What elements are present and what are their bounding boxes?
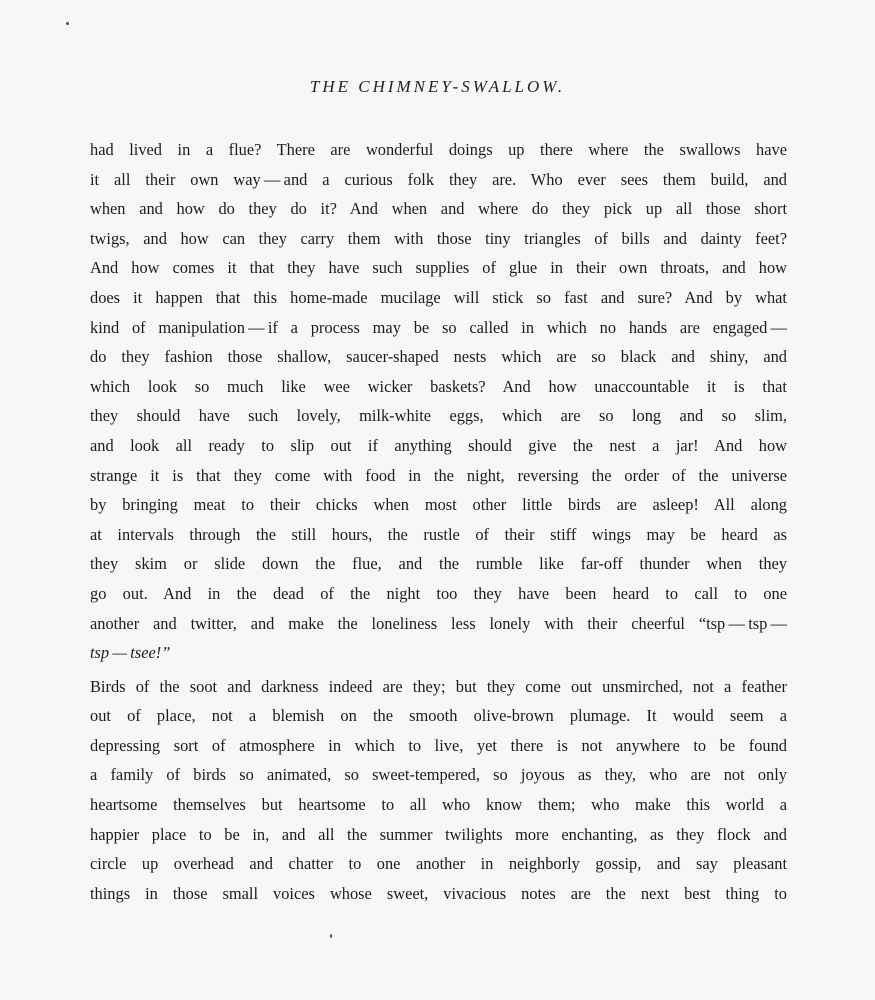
text-line: circle up overhead and chatter to one another in neighborly gossip, and say pleasant: [90, 854, 787, 874]
text-line: when and how do they do it? And when and where do they pick up all those short: [90, 199, 787, 219]
text-line: go out. And in the dead of the night too they have been heard to call to one: [90, 583, 787, 603]
text-line: heartsome themselves but heartsome to all who know them; who make this world a: [90, 795, 787, 815]
text-line: out of place, not a blemish on the smooth olive-brown plumage. It would seem a: [90, 706, 787, 726]
text-line: had lived in a flue? There are wonderful doings up there where the swallows have: [90, 140, 787, 159]
text-line: strange it is that they come with food in the night, reversing the order of the universe: [90, 465, 787, 485]
text-line: twigs, and how can they carry them with those tiny triangles of bills and dainty feet?: [90, 228, 787, 248]
text-line: they should have such lovely, milk-white eggs, which are so long and so slim,: [90, 406, 787, 426]
text-line: tsp — tsee!”: [90, 643, 171, 663]
body-text: [90, 135, 787, 908]
text-line: a family of birds so animated, so sweet-tempered, so joyous as they, who are not only: [90, 765, 787, 785]
ink-speck-bottom: [330, 934, 332, 938]
text-line: happier place to be in, and all the summer twilights more enchanting, as they flock and: [90, 824, 787, 844]
text-line: And how comes it that they have such supplies of glue in their own throats, and how: [90, 258, 787, 278]
text-line: another and twitter, and make the loneliness less lonely with their cheerful “tsp — tsp —: [90, 613, 787, 633]
text-line: kind of manipulation — if a process may be so called in which no hands are engaged —: [90, 317, 787, 337]
text-line: they skim or slide down the flue, and the rumble like far-off thunder when they: [90, 554, 787, 574]
paragraph-1: [90, 135, 787, 668]
paragraph-2: [90, 672, 787, 909]
running-title: THE CHIMNEY-SWALLOW.: [309, 77, 566, 96]
text-line: and look all ready to slip out if anything should give the nest a jar! And how: [90, 435, 787, 455]
text-line: depressing sort of atmosphere in which to live, yet there is not anywhere to be found: [90, 735, 787, 755]
text-line: by bringing meat to their chicks when most other little birds are asleep! All along: [90, 495, 787, 515]
text-line: do they fashion those shallow, saucer-shaped nests which are so black and shiny, and: [90, 347, 787, 367]
text-line: it all their own way — and a curious folk they are. Who ever sees them build, and: [90, 169, 787, 189]
text-line: which look so much like wee wicker baskets? And how unaccountable it is that: [90, 376, 787, 396]
text-line: Birds of the soot and darkness indeed are they; but they come out unsmirched, not a feather: [90, 676, 787, 696]
ink-speck-top-left: [66, 22, 69, 25]
text-line: things in those small voices whose sweet, vivacious notes are the next best thing to: [90, 883, 787, 903]
text-line: at intervals through the still hours, the rustle of their stiff wings may be heard as: [90, 524, 787, 544]
text-line: does it happen that this home-made mucilage will stick so fast and sure? And by what: [90, 287, 787, 307]
